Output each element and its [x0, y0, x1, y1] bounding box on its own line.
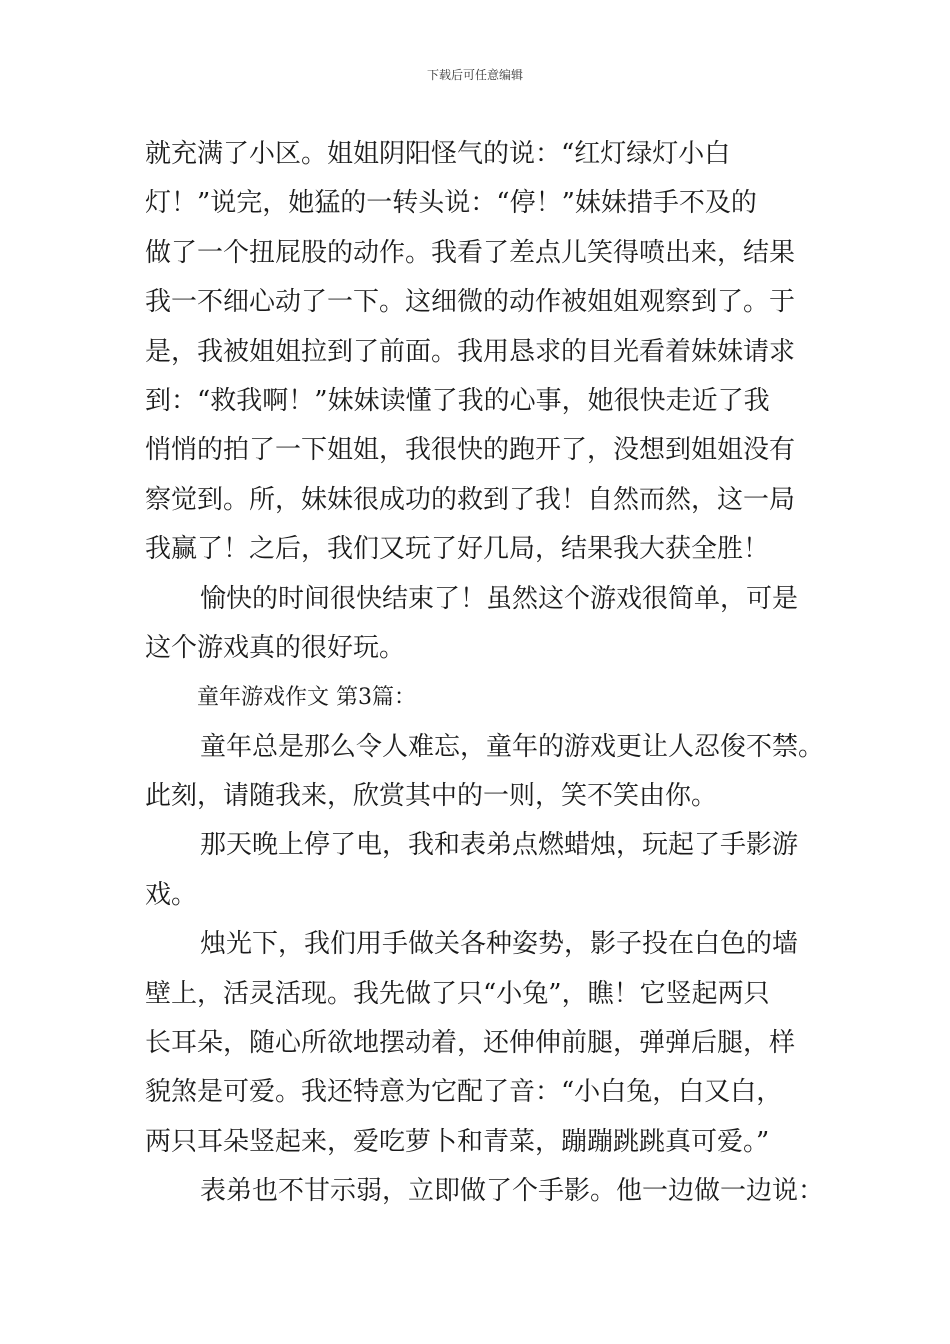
text-line: 我赢了！之后，我们又玩了好几局，结果我大获全胜！: [145, 534, 770, 565]
text-line: 悄悄的拍了一下姐姐，我很快的跑开了，没想到姐姐没有: [145, 435, 796, 466]
text-line: 做了一个扭屁股的动作。我看了差点儿笑得喷出来，结果: [145, 237, 796, 268]
text-line: 戏。: [145, 879, 198, 910]
text-line: 就充满了小区。姐姐阴阳怪气的说：“红灯绿灯小白: [145, 139, 731, 169]
text-line: 是，我被姐姐拉到了前面。我用恳求的目光看着妹妹请求: [145, 336, 796, 367]
text-line: 貌煞是可爱。我还特意为它配了音：“小白兔，白又白，: [145, 1077, 783, 1108]
text-line: 长耳朵，随心所欲地摆动着，还伸伸前腿，弹弹后腿，样: [145, 1028, 796, 1059]
document-body: [145, 130, 835, 1217]
text-line: 这个游戏真的很好玩。: [145, 632, 406, 663]
text-line: 到：“救我啊！”妹妹读懂了我的心事，她很快走近了我: [145, 385, 770, 416]
text-line: 察觉到。所，妹妹很成功的救到了我！自然而然，这一局: [145, 484, 796, 515]
text-line: 壁上，活灵活现。我先做了只“小兔”，瞧！它竖起两只: [145, 978, 770, 1009]
paragraph-start: 那天晚上停了电，我和表弟点燃蜡烛，玩起了手影游: [200, 830, 799, 861]
text-line: 此刻，请随我来，欣赏其中的一则，笑不笑由你。: [145, 781, 718, 812]
section-heading: 童年游戏作文 第3篇：: [197, 685, 416, 711]
text-line: 我一不细心动了一下。这细微的动作被姐姐观察到了。于: [145, 287, 796, 318]
text-line: 两只耳朵竖起来，爱吃萝卜和青菜，蹦蹦跳跳真可爱。”: [145, 1126, 770, 1157]
paragraph-start: 愉快的时间很快结束了！虽然这个游戏很简单，可是: [200, 583, 799, 614]
paragraph-start: 烛光下，我们用手做关各种姿势，影子投在白色的墙: [200, 929, 799, 960]
paragraph-start: 童年总是那么令人难忘，童年的游戏更让人忍俊不禁。: [200, 731, 825, 762]
text-line: 灯！”说完，她猛的一转头说：“停！”妹妹措手不及的: [145, 188, 757, 219]
paragraph-start: 表弟也不甘示弱，立即做了个手影。他一边做一边说：: [200, 1176, 825, 1207]
page-header: 下载后可任意编辑: [426, 68, 523, 82]
